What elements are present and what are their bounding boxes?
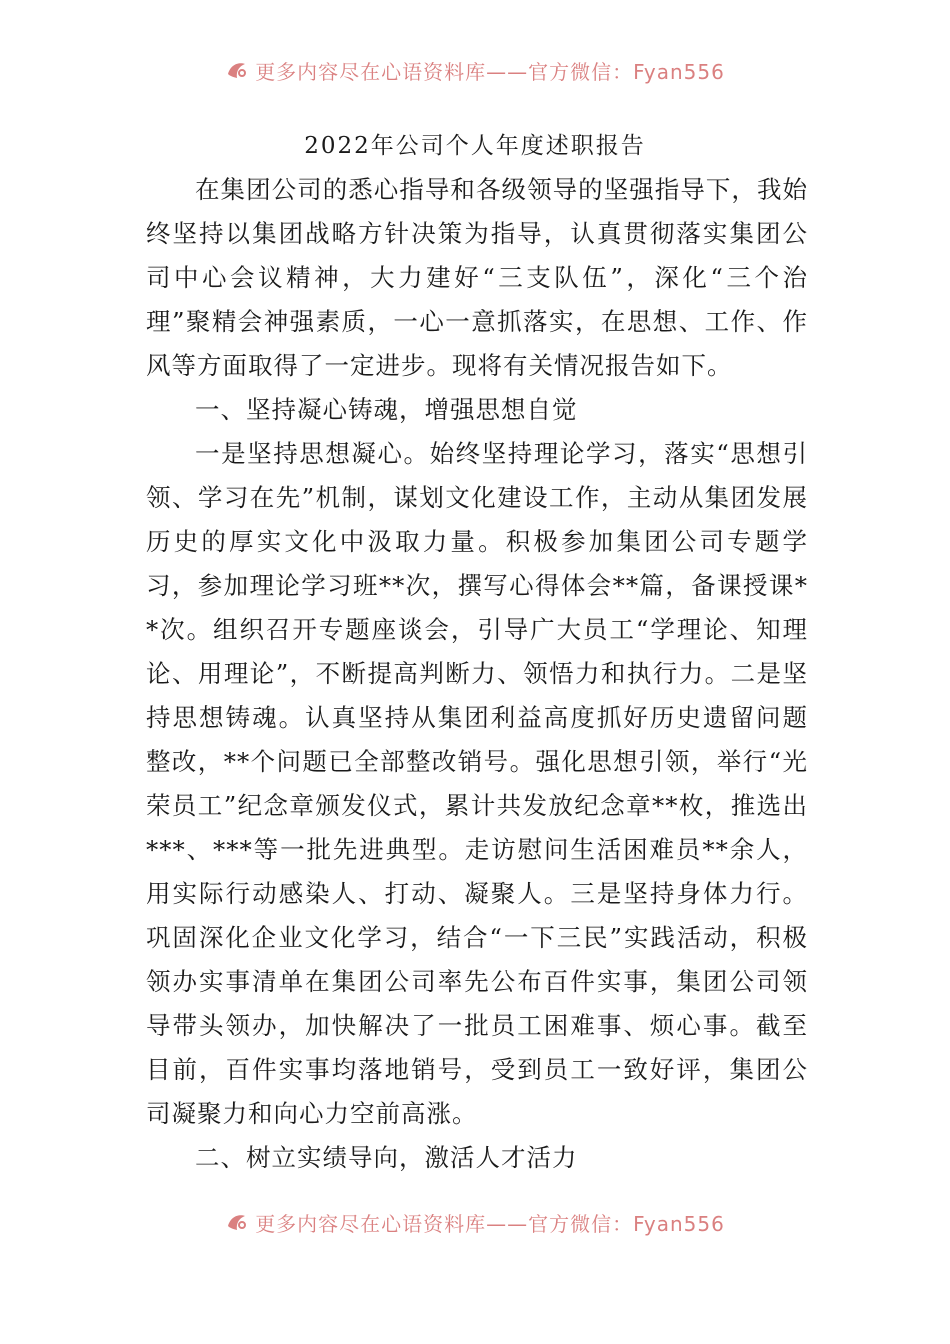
- page-title: 2022年公司个人年度述职报告: [304, 133, 646, 159]
- document-body: [146, 168, 808, 1180]
- section-1-paragraph: 一是坚持思想凝心。始终坚持理论学习，落实“思想引领、学习在先”机制，谋划文化建设工作，主动从集团发展历史的厚实文化中汲取力量。积极参加集团公司专题学习，参加理论学习班**次，撰写心得体会**篇，备课授课**次。组织召开专题座谈会，引导广大员工“学理论、知理论、用理论”，不断提高判断力、领悟力和执行力。二是坚持思想铸魂。认真坚持从集团利益高度抓好历史遗留问题整改，**个问题已全部整改销号。强化思想引领，举行“光荣员工”纪念章颁发仪式，累计共发放纪念章**枚，推选出***、***等一批先进典型。走访慰问生活困难员**余人，用实际行动感染人、打动、凝聚人。三是坚持身体力行。巩固深化企业文化学习，结合“一下三民”实践活动，积极领办实事清单在集团公司率先公布百件实事，集团公司领导带头领办，加快解决了一批员工困难事、烦心事。截至目前，百件实事均落地销号，受到员工一致好评，集团公司凝聚力和向心力空前高涨。: [146, 439, 808, 1128]
- watermark-logo-icon: [225, 1210, 249, 1234]
- intro-paragraph: 在集团公司的悉心指导和各级领导的坚强指导下，我始终坚持以集团战略方针决策为指导，认真贯彻落实集团公司中心会议精神，大力建好“三支队伍”，深化“三个治理”聚精会神强素质，一心一意抓落实，在思想、工作、作风等方面取得了一定进步。现将有关情况报告如下。: [146, 175, 808, 380]
- footer-watermark: [0, 1202, 950, 1242]
- watermark-text: 更多内容尽在心语资料库——官方微信：Fyan556: [255, 59, 725, 84]
- section-1-heading: 一、坚持凝心铸魂，增强思想自觉: [195, 395, 578, 424]
- watermark-text: 更多内容尽在心语资料库——官方微信：Fyan556: [255, 1211, 725, 1236]
- section-2-heading: 二、树立实绩导向，激活人才活力: [195, 1143, 578, 1172]
- header-watermark: [0, 50, 950, 90]
- watermark-logo-icon: [225, 58, 249, 82]
